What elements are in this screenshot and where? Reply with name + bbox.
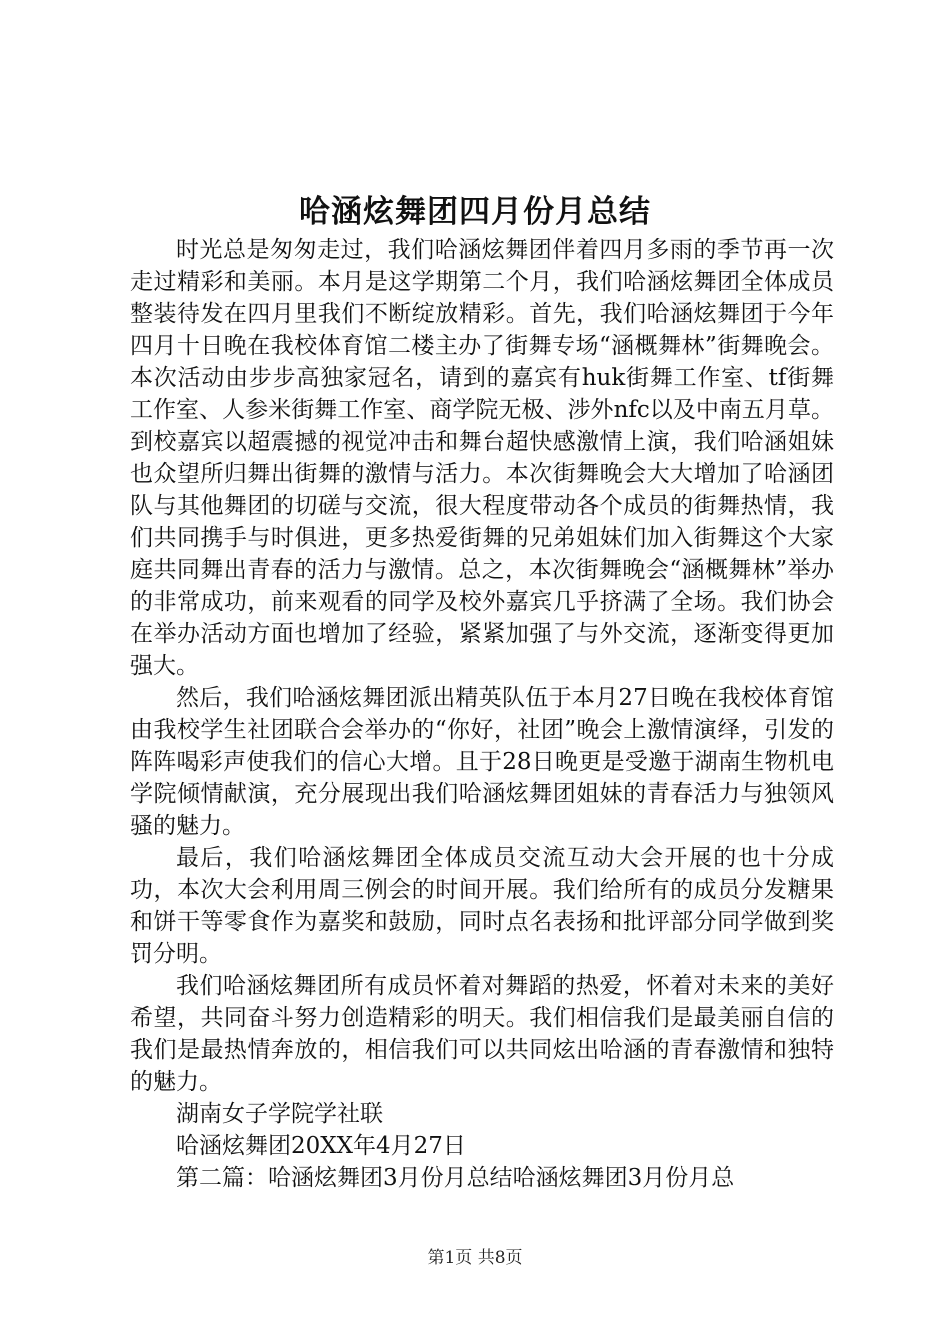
paragraph-4: 我们哈涵炫舞团所有成员怀着对舞蹈的热爱，怀着对未来的美好希望，共同奋斗努力创造精彩的明天。我们相信我们是最美丽自信的我们是最热情奔放的，相信我们可以共同炫出哈涵的青春激情和独特的魅力。: [130, 973, 834, 1095]
page-indicator: 第1页 共8页: [427, 1248, 523, 1268]
document-body: [130, 234, 834, 1194]
paragraph-3: 最后，我们哈涵炫舞团全体成员交流互动大会开展的也十分成功，本次大会利用周三例会的时间开展。我们给所有的成员分发糖果和饼干等零食作为嘉奖和鼓励，同时点名表扬和批评部分同学做到奖罚分明。: [130, 845, 834, 967]
signature-date: 哈涵炫舞团20XX年4月27日: [176, 1133, 466, 1159]
document-title: 哈涵炫舞团四月份月总结: [299, 194, 651, 230]
signature-organization: 湖南女子学院学社联: [176, 1101, 383, 1127]
paragraph-1: 时光总是匆匆走过，我们哈涵炫舞团伴着四月多雨的季节再一次走过精彩和美丽。本月是这学期第二个月，我们哈涵炫舞团全体成员整装待发在四月里我们不断绽放精彩。首先，我们哈涵炫舞团于今年四月十日晚在我校体育馆二楼主办了街舞专场“涵概舞林”街舞晚会。本次活动由步步高独家冠名，请到的嘉宾有huk街舞工作室、tf街舞工作室、人参米街舞工作室、商学院无极、涉外nfc以及中南五月草。到校嘉宾以超震撼的视觉冲击和舞台超快感激情上演，我们哈涵姐妹也众望所归舞出街舞的激情与活力。本次街舞晚会大大增加了哈涵团队与其他舞团的切磋与交流，很大程度带动各个成员的街舞热情，我们共同携手与时俱进，更多热爱街舞的兄弟姐妹们加入街舞这个大家庭共同舞出青春的活力与激情。总之，本次街舞晚会“涵概舞林”举办的非常成功，前来观看的同学及校外嘉宾几乎挤满了全场。我们协会在举办活动方面也增加了经验，紧紧加强了与外交流，逐渐变得更加强大。: [130, 237, 834, 679]
next-section-heading: 第二篇：哈涵炫舞团3月份月总结哈涵炫舞团3月份月总: [176, 1165, 735, 1191]
paragraph-2: 然后，我们哈涵炫舞团派出精英队伍于本月27日晚在我校体育馆由我校学生社团联合会举办的“你好，社团”晚会上激情演绎，引发的阵阵喝彩声使我们的信心大增。且于28日晚更是受邀于湖南生物机电学院倾情献演，充分展现出我们哈涵炫舞团姐妹的青春活力与独领风骚的魅力。: [130, 685, 834, 839]
